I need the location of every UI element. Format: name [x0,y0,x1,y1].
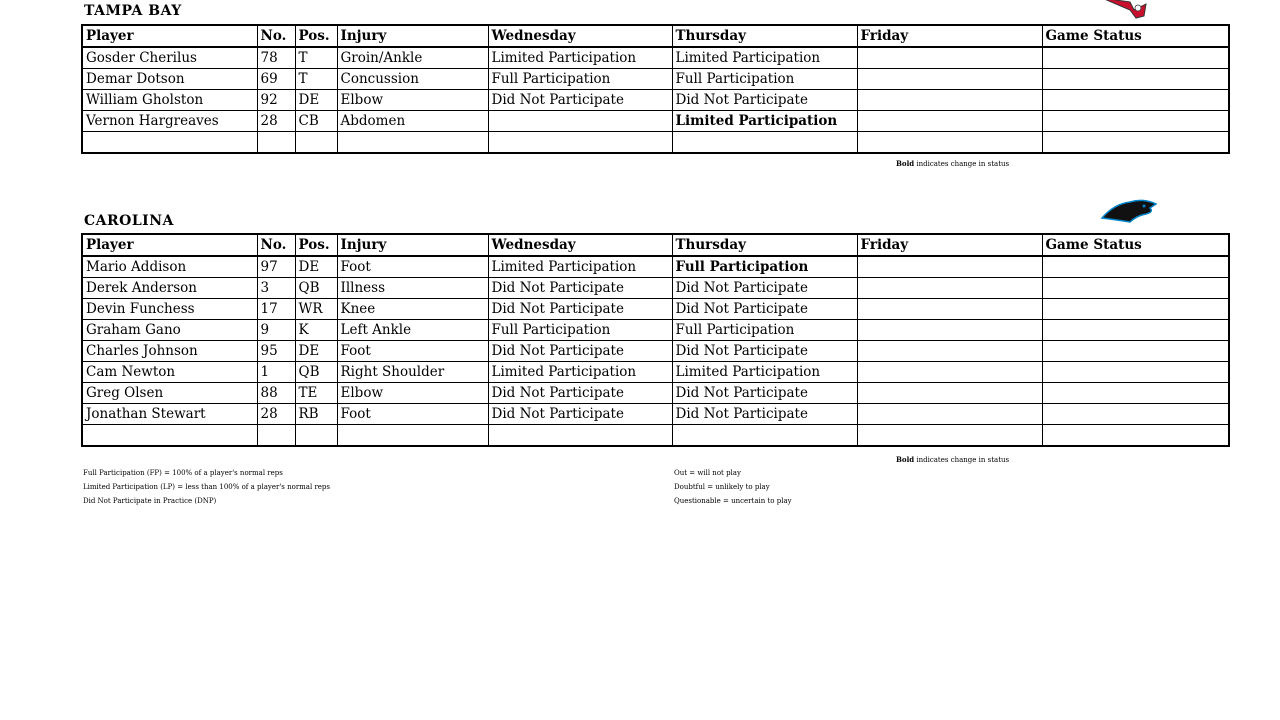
table-row [82,111,1229,132]
cell-player: Jonathan Stewart [82,404,257,425]
cell-injury: Concussion [337,69,488,90]
cell-thursday: Did Not Participate [672,341,857,362]
column-header-game-status: Game Status [1042,234,1229,256]
cell-friday [857,383,1042,404]
cell-position: QB [295,278,337,299]
column-header-thursday: Thursday [672,25,857,47]
note-bold-word: Bold [896,455,915,464]
cell-player: Gosder Cherilus [82,47,257,69]
cell-number: 28 [257,404,295,425]
cell-game-status [1042,383,1229,404]
cell-number: 69 [257,69,295,90]
legend-item: Questionable = uncertain to play [674,497,792,505]
cell-number [257,425,295,447]
cell-friday [857,320,1042,341]
legend-item: Did Not Participate in Practice (DNP) [83,497,217,505]
game-status-legend [674,466,792,508]
cell-number: 3 [257,278,295,299]
cell-position [295,425,337,447]
legend-item: Full Participation (FP) = 100% of a player's normal reps [83,469,283,477]
table-row [82,320,1229,341]
cell-injury: Right Shoulder [337,362,488,383]
cell-thursday: Did Not Participate [672,404,857,425]
cell-friday [857,425,1042,447]
cell-wednesday: Limited Participation [488,256,672,278]
cell-game-status [1042,256,1229,278]
legend-item: Limited Participation (LP) = less than 100% of a player's normal reps [83,483,331,491]
column-header-number: No. [257,234,295,256]
cell-thursday: Limited Participation [672,111,857,132]
cell-thursday: Limited Participation [672,362,857,383]
cell-wednesday [488,111,672,132]
column-header-number: No. [257,25,295,47]
column-header-wednesday: Wednesday [488,234,672,256]
column-header-position: Pos. [295,234,337,256]
cell-game-status [1042,320,1229,341]
cell-player: Derek Anderson [82,278,257,299]
cell-thursday: Did Not Participate [672,383,857,404]
cell-thursday: Did Not Participate [672,278,857,299]
cell-thursday: Full Participation [672,320,857,341]
column-header-wednesday: Wednesday [488,25,672,47]
cell-player [82,425,257,447]
cell-position: T [295,47,337,69]
cell-injury: Knee [337,299,488,320]
cell-position: TE [295,383,337,404]
cell-player: Demar Dotson [82,69,257,90]
table-row [82,299,1229,320]
cell-injury: Left Ankle [337,320,488,341]
cell-wednesday: Did Not Participate [488,404,672,425]
table-row [82,404,1229,425]
table-header-row [82,234,1229,256]
table-row [82,383,1229,404]
cell-wednesday: Did Not Participate [488,278,672,299]
cell-number: 28 [257,111,295,132]
cell-injury [337,425,488,447]
cell-game-status [1042,90,1229,111]
cell-player: Mario Addison [82,256,257,278]
cell-injury: Foot [337,341,488,362]
table-row [82,278,1229,299]
cell-friday [857,256,1042,278]
column-header-player: Player [82,25,257,47]
cell-wednesday: Limited Participation [488,362,672,383]
cell-number: 78 [257,47,295,69]
bold-status-note [896,455,1009,464]
cell-wednesday: Did Not Participate [488,383,672,404]
column-header-game-status: Game Status [1042,25,1229,47]
cell-injury: Elbow [337,383,488,404]
column-header-injury: Injury [337,25,488,47]
cell-injury [337,132,488,154]
cell-position: CB [295,111,337,132]
buccaneers-flag-icon [1100,0,1152,20]
cell-position: DE [295,341,337,362]
cell-thursday: Did Not Participate [672,299,857,320]
cell-wednesday: Did Not Participate [488,299,672,320]
cell-position: QB [295,362,337,383]
cell-number: 97 [257,256,295,278]
cell-number: 1 [257,362,295,383]
cell-injury: Illness [337,278,488,299]
table-row [82,90,1229,111]
cell-injury: Foot [337,404,488,425]
cell-thursday: Full Participation [672,256,857,278]
cell-player: Cam Newton [82,362,257,383]
cell-friday [857,341,1042,362]
cell-thursday [672,425,857,447]
cell-injury: Elbow [337,90,488,111]
table-row [82,69,1229,90]
note-bold-word: Bold [896,159,915,168]
cell-number: 88 [257,383,295,404]
cell-number: 92 [257,90,295,111]
cell-friday [857,69,1042,90]
team-title-tampa-bay: TAMPA BAY [84,3,182,19]
cell-game-status [1042,299,1229,320]
cell-injury: Abdomen [337,111,488,132]
table-row [82,425,1229,447]
cell-friday [857,47,1042,69]
note-text: indicates change in status [914,456,1010,464]
cell-game-status [1042,47,1229,69]
column-header-friday: Friday [857,25,1042,47]
note-text: indicates change in status [914,160,1010,168]
cell-game-status [1042,404,1229,425]
table-row [82,132,1229,154]
cell-game-status [1042,341,1229,362]
cell-number: 9 [257,320,295,341]
cell-position: WR [295,299,337,320]
cell-player: Charles Johnson [82,341,257,362]
cell-thursday: Full Participation [672,69,857,90]
panther-icon [1100,196,1160,226]
cell-friday [857,90,1042,111]
cell-game-status [1042,425,1229,447]
table-row [82,341,1229,362]
cell-wednesday [488,132,672,154]
legend-item: Doubtful = unlikely to play [674,483,770,491]
cell-number: 95 [257,341,295,362]
cell-friday [857,404,1042,425]
cell-game-status [1042,132,1229,154]
cell-thursday: Did Not Participate [672,90,857,111]
cell-wednesday: Did Not Participate [488,341,672,362]
team-title-carolina: CAROLINA [84,213,174,229]
injury-table-carolina [81,233,1230,447]
cell-friday [857,278,1042,299]
cell-thursday: Limited Participation [672,47,857,69]
cell-game-status [1042,111,1229,132]
table-row [82,362,1229,383]
cell-game-status [1042,278,1229,299]
cell-wednesday [488,425,672,447]
cell-position: K [295,320,337,341]
cell-number: 17 [257,299,295,320]
cell-number [257,132,295,154]
cell-injury: Foot [337,256,488,278]
cell-position: DE [295,90,337,111]
column-header-player: Player [82,234,257,256]
cell-friday [857,299,1042,320]
cell-player: William Gholston [82,90,257,111]
cell-friday [857,111,1042,132]
cell-position [295,132,337,154]
cell-friday [857,132,1042,154]
column-header-thursday: Thursday [672,234,857,256]
cell-position: DE [295,256,337,278]
cell-player: Vernon Hargreaves [82,111,257,132]
bold-status-note [896,159,1009,168]
cell-game-status [1042,362,1229,383]
cell-player: Devin Funchess [82,299,257,320]
column-header-friday: Friday [857,234,1042,256]
cell-position: RB [295,404,337,425]
cell-player: Greg Olsen [82,383,257,404]
cell-wednesday: Full Participation [488,69,672,90]
cell-player [82,132,257,154]
cell-friday [857,362,1042,383]
legend-item: Out = will not play [674,469,741,477]
injury-table-tampa-bay [81,24,1230,154]
cell-injury: Groin/Ankle [337,47,488,69]
cell-player: Graham Gano [82,320,257,341]
table-header-row [82,25,1229,47]
cell-wednesday: Limited Participation [488,47,672,69]
table-row [82,256,1229,278]
cell-game-status [1042,69,1229,90]
table-row [82,47,1229,69]
cell-thursday [672,132,857,154]
column-header-injury: Injury [337,234,488,256]
cell-wednesday: Full Participation [488,320,672,341]
column-header-position: Pos. [295,25,337,47]
cell-wednesday: Did Not Participate [488,90,672,111]
participation-legend [83,466,330,508]
cell-position: T [295,69,337,90]
